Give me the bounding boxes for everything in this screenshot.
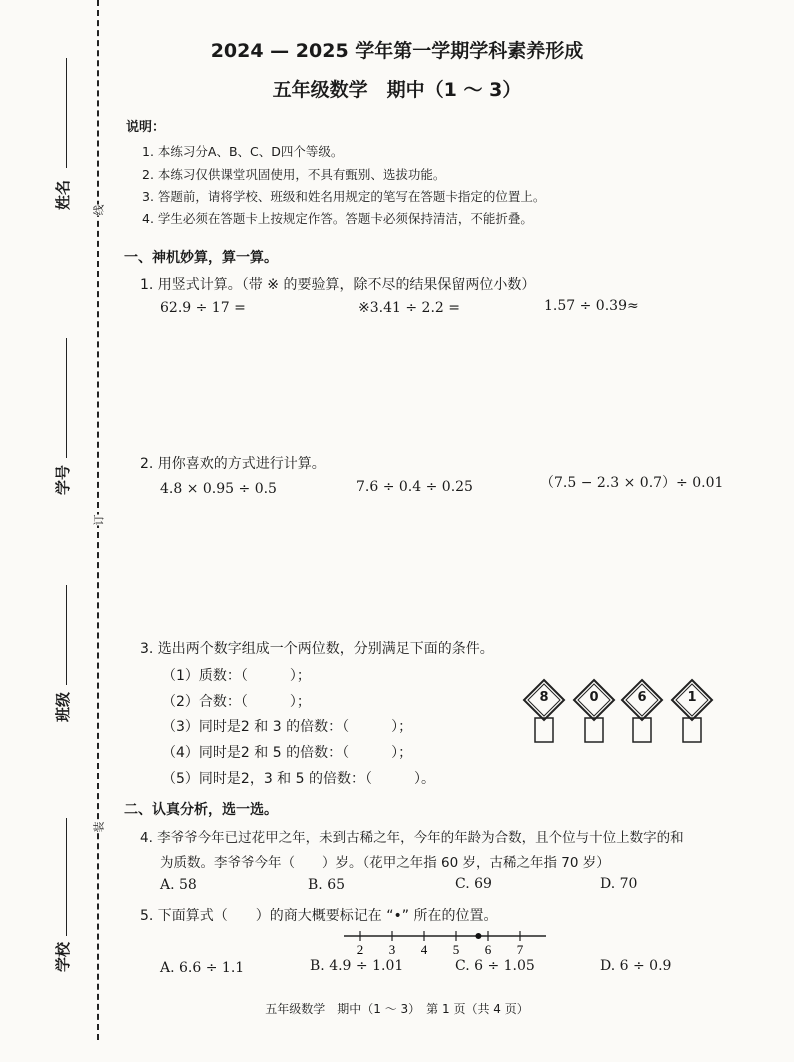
q1-expr-2: ※3.41 ÷ 2.2 = (358, 300, 460, 316)
q3-item: （3）同时是2 和 3 的倍数：（ ）； (162, 719, 413, 735)
school-label: 学校 (54, 941, 72, 972)
q5-option-d: D. 6 ÷ 0.9 (600, 958, 672, 974)
number-line-label: 5 (452, 942, 460, 957)
page-title-line1: 2024 — 2025 学年第一学期学科素养形成 (210, 40, 584, 62)
note-item: 2. 本练习仅供课堂巩固使用，不具有甄别、选拔功能。 (142, 167, 446, 182)
number-card (520, 678, 568, 768)
q3-item: （5）同时是2，3 和 5 的倍数：（ ）。 (162, 771, 435, 787)
section1-title: 一、神机妙算，算一算。 (124, 250, 278, 266)
binding-mark-line: 线 (89, 205, 109, 216)
card-digit: 8 (539, 690, 549, 705)
note-item: 1. 本练习分A、B、C、D四个等级。 (142, 144, 344, 159)
q2-prompt: 2. 用你喜欢的方式进行计算。 (140, 456, 326, 472)
q5-option-a: A. 6.6 ÷ 1.1 (160, 960, 245, 976)
note-item: 4. 学生必须在答题卡上按规定作答。答题卡必须保持清洁，不能折叠。 (142, 211, 533, 226)
q4-option-c: C. 69 (455, 876, 492, 892)
q2-expr-1: 4.8 × 0.95 ÷ 0.5 (160, 481, 277, 497)
number-line-label: 6 (484, 942, 492, 957)
q3-prompt: 3. 选出两个数字组成一个两位数，分别满足下面的条件。 (140, 641, 494, 657)
number-card (668, 678, 716, 768)
q4-option-d: D. 70 (600, 876, 638, 892)
page-title-line2: 五年级数学 期中（1 ～ 3） (272, 79, 522, 101)
q2-expr-3: （7.5 − 2.3 × 0.7）÷ 0.01 (540, 475, 724, 491)
q2-expr-2: 7.6 ÷ 0.4 ÷ 0.25 (356, 479, 473, 495)
q4-line1: 4. 李爷爷今年已过花甲之年，未到古稀之年，今年的年龄为合数，且个位与十位上数字的和 (140, 830, 684, 846)
note-item: 3. 答题前，请将学校、班级和姓名用规定的笔写在答题卡指定的位置上。 (142, 189, 546, 204)
q1-prompt: 1. 用竖式计算。（带 ※ 的要验算，除不尽的结果保留两位小数） (140, 277, 536, 293)
q3-item: （2）合数：（ ）； (162, 694, 311, 710)
number-line-label: 3 (388, 942, 396, 957)
card-digit: 6 (637, 690, 647, 705)
q4-option-a: A. 58 (160, 877, 197, 893)
q5-option-b: B. 4.9 ÷ 1.01 (310, 958, 404, 974)
binding-mark-staple: 订 (89, 515, 109, 526)
class-label: 班级 (54, 691, 72, 722)
number-line-dot (475, 933, 481, 939)
q1-expr-3: 1.57 ÷ 0.39≈ (544, 298, 639, 314)
number-card (618, 678, 666, 768)
card-digit: 1 (687, 690, 697, 705)
section2-title: 二、认真分析，选一选。 (124, 802, 278, 818)
q4-line2: 为质数。李爷爷今年（ ）岁。（花甲之年指 60 岁，古稀之年指 70 岁） (160, 855, 610, 871)
page-footer: 五年级数学 期中（1 ～ 3） 第 1 页（共 4 页） (265, 1002, 529, 1016)
name-label: 姓名 (54, 179, 72, 210)
number-line-label: 7 (516, 942, 524, 957)
q4-option-b: B. 65 (308, 877, 346, 893)
q5-option-c: C. 6 ÷ 1.05 (455, 958, 535, 974)
card-digit: 0 (589, 690, 599, 705)
number-blank-line (66, 338, 67, 458)
number-card (570, 678, 618, 768)
notes-heading: 说明： (126, 120, 166, 135)
number-line-label: 2 (356, 942, 364, 957)
number-line-label: 4 (420, 942, 428, 957)
q3-item: （1）质数：（ ）； (162, 668, 311, 684)
school-blank-line (66, 818, 67, 936)
q5-prompt: 5. 下面算式（ ）的商大概要标记在 “•” 所在的位置。 (140, 908, 498, 924)
binding-mark-bind: 装 (89, 822, 109, 833)
q3-item: （4）同时是2 和 5 的倍数：（ ）； (162, 745, 413, 761)
q1-expr-1: 62.9 ÷ 17 = (160, 300, 246, 316)
number-label: 学号 (54, 464, 72, 495)
number-line (340, 926, 550, 958)
class-blank-line (66, 585, 67, 685)
